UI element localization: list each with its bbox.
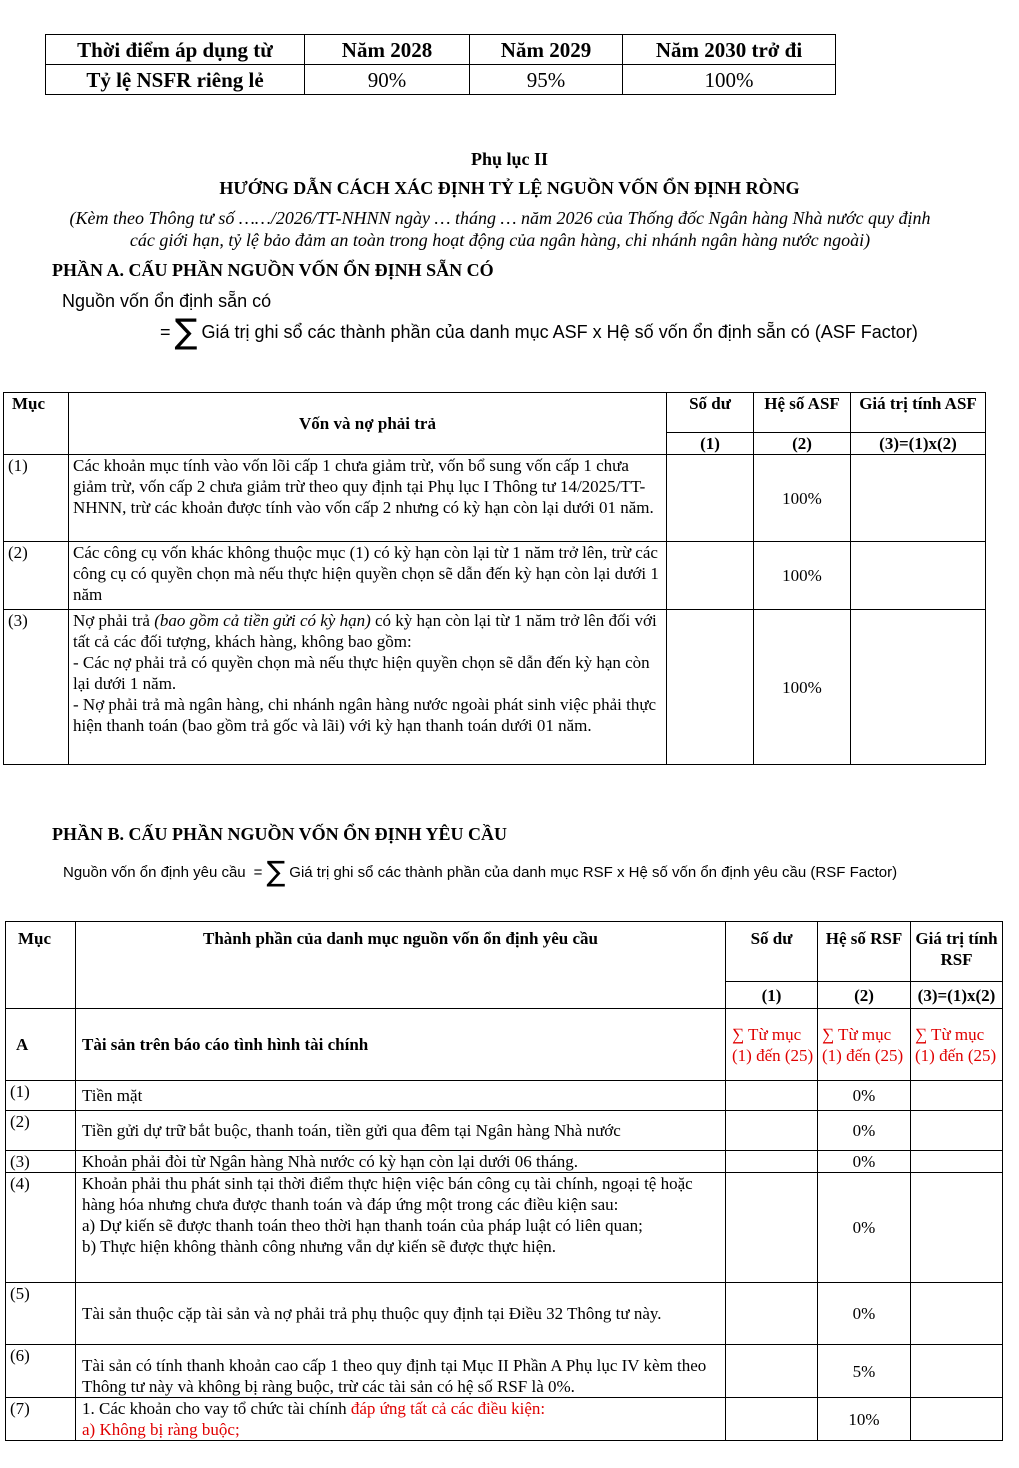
row-value [851,542,986,610]
table-row [4,610,986,765]
col-header-factor: Hệ số RSF [818,922,911,982]
row-text [76,1173,726,1283]
col-number: (2) [754,433,851,455]
row-text-highlight: đáp ứng tất cả các điều kiện: [350,1399,546,1418]
row-text: Tài sản trên báo cáo tình hình tài chính [76,1009,726,1081]
row-muc: (4) [6,1173,76,1283]
table-row [6,1283,1003,1345]
row-text-main: Khoản phải thu phát sinh tại thời điểm thực hiện việc bán công cụ tài chính, ngoại tệ hoặc hàng hóa nhưng chưa được thanh toán và đáp ứng một trong các điều kiện sau: [82,1174,693,1214]
col-header-value: Giá trị tính ASF [851,393,986,433]
col-header-value: Giá trị tính RSF [911,922,1003,982]
appendix-note-line: (Kèm theo Thông tư số ……/2026/TT-NHNN ngày … tháng … năm 2026 của Thống đốc Ngân hàng Nhà nước quy định [69,208,931,228]
row-factor: 10% [818,1398,911,1441]
row-text: Các công cụ vốn khác không thuộc mục (1) có kỳ hạn còn lại từ 1 năm trở lên, trừ các công cụ có quyền chọn mà nếu thực hiện quyền chọn sẽ dẫn đến kỳ hạn còn lại dưới 1 năm [69,542,667,610]
row-text: Khoản phải đòi từ Ngân hàng Nhà nước có kỳ hạn còn lại dưới 06 tháng. [76,1151,726,1173]
row-sub-item: b) Thực hiện không thành công nhưng vẫn dự kiến sẽ được thực hiện. [82,1237,556,1256]
row-balance [667,542,754,610]
appendix-title: HƯỚNG DẪN CÁCH XÁC ĐỊNH TỶ LỆ NGUỒN VỐN ỔN ĐỊNH RÒNG [219,178,800,198]
row-value [911,1111,1003,1151]
table-row [6,1173,1003,1283]
row-factor: 0% [818,1283,911,1345]
row-factor: 0% [818,1081,911,1111]
row-value [911,1283,1003,1345]
row-value [911,1345,1003,1398]
col-number: (3)=(1)x(2) [911,982,1003,1009]
row-balance [726,1111,818,1151]
row-balance [726,1173,818,1283]
col-number: (1) [726,982,818,1009]
col-number: (3)=(1)x(2) [851,433,986,455]
schedule-header-cell: Thời điểm áp dụng từ [46,35,305,65]
row-muc: (2) [6,1111,76,1151]
rsf-table [5,921,1003,1441]
schedule-value: 90% [305,65,470,95]
row-muc: (6) [6,1345,76,1398]
row-balance [726,1283,818,1345]
table-row [6,1081,1003,1111]
nsfr-schedule-table [45,34,836,95]
row-value [851,455,986,542]
row-balance [667,455,754,542]
row-value [911,1173,1003,1283]
row-muc: (2) [4,542,69,610]
row-value: ∑ Từ mục (1) đến (25) [911,1009,1003,1081]
col-header-item: Thành phần của danh mục nguồn vốn ổn định yêu cầu [76,922,726,1009]
row-balance [726,1151,818,1173]
rsf-formula-lhs: Nguồn vốn ổn định yêu cầu [63,863,246,881]
row-balance [726,1398,818,1441]
row-sub-item: a) Không bị ràng buộc; [82,1420,240,1439]
table-row [4,542,986,610]
col-header-balance: Số dư [667,393,754,433]
appendix-note-line: các giới hạn, tỷ lệ bảo đảm an toàn trong hoạt động của ngân hàng, chi nhánh ngân hàng nước ngoài) [129,230,871,250]
appendix-label: Phụ lục II [470,149,549,169]
asf-formula-rhs: Giá trị ghi sổ các thành phần của danh mục ASF x Hệ số vốn ổn định sẵn có (ASF Factor) [201,321,918,342]
table-row [6,1151,1003,1173]
equals-sign: = [160,321,171,342]
row-bullet: - Các nợ phải trả có quyền chọn mà nếu thực hiện quyền chọn sẽ dẫn đến kỳ hạn còn lại dưới 1 năm. [73,653,650,693]
row-text [69,610,667,765]
sigma-icon: ∑ [266,855,286,888]
schedule-header-cell: Năm 2028 [305,35,470,65]
row-text-part: Nợ phải trả [73,611,155,630]
col-header-balance: Số dư [726,922,818,982]
schedule-value: 95% [470,65,623,95]
row-value [911,1081,1003,1111]
row-muc: (1) [6,1081,76,1111]
row-text-part: có kỳ hạn còn lại từ 1 năm trở lên đối với tất cả các đối tượng, khách hàng, không bao gồm: [73,611,657,651]
row-sub-item: a) Dự kiến sẽ được thanh toán theo thời hạn thanh toán của pháp luật có liên quan; [82,1216,643,1235]
row-text: Tài sản thuộc cặp tài sản và nợ phải trả phụ thuộc quy định tại Điều 32 Thông tư này. [76,1283,726,1345]
sigma-icon: ∑ [174,312,198,352]
asf-formula-lhs: Nguồn vốn ổn định sẵn có [62,291,272,311]
row-value [911,1398,1003,1441]
row-value [851,610,986,765]
row-muc: (7) [6,1398,76,1441]
appendix-note [20,207,980,251]
table-row [4,455,986,542]
row-muc: A [6,1009,76,1081]
table-row [6,1009,1003,1081]
row-factor: ∑ Từ mục (1) đến (25) [818,1009,911,1081]
part-a-title: PHẦN A. CẤU PHẦN NGUỒN VỐN ỔN ĐỊNH SẴN CÓ [52,260,494,280]
row-factor: 100% [754,542,851,610]
equals-sign: = [253,863,263,881]
asf-formula [160,312,918,352]
row-text: Các khoản mục tính vào vốn lõi cấp 1 chưa giảm trừ, vốn bổ sung vốn cấp 1 chưa giảm trừ, vốn cấp 2 chưa giảm trừ theo quy định tại Phụ lục I Thông tư 14/2025/TT-NHNN, trừ các khoản được tính vào vốn cấp 2 nhưng có kỳ hạn còn lại dưới 01 năm. [69,455,667,542]
row-text: Tiền mặt [76,1081,726,1111]
col-number: (2) [818,982,911,1009]
rsf-formula-rhs: Giá trị ghi sổ các thành phần của danh mục RSF x Hệ số vốn ổn định yêu cầu (RSF Factor) [289,863,898,881]
row-balance: ∑ Từ mục (1) đến (25) [726,1009,818,1081]
table-row [6,1111,1003,1151]
row-factor: 0% [818,1173,911,1283]
row-muc: (5) [6,1283,76,1345]
row-muc: (3) [4,610,69,765]
row-text-part: 1. Các khoản cho vay tổ chức tài chính [82,1399,351,1418]
table-row [6,1345,1003,1398]
schedule-header-cell: Năm 2030 trở đi [623,35,836,65]
col-header-item: Vốn và nợ phải trả [69,393,667,455]
row-text [76,1398,726,1441]
schedule-header-cell: Năm 2029 [470,35,623,65]
asf-table [3,392,986,765]
row-balance [726,1081,818,1111]
row-bullet: - Nợ phải trả mà ngân hàng, chi nhánh ngân hàng nước ngoài phát sinh việc phải thực hiện thanh toán (bao gồm trả gốc và lãi) với kỳ hạn thanh toán dưới 01 năm. [73,695,657,735]
row-balance [667,610,754,765]
col-header-factor: Hệ số ASF [754,393,851,433]
schedule-row-label: Tỷ lệ NSFR riêng lẻ [46,65,305,95]
part-b-title: PHẦN B. CẤU PHẦN NGUỒN VỐN ỔN ĐỊNH YÊU CẦU [52,824,508,844]
table-row [6,1398,1003,1441]
col-header-muc: Mục [6,922,76,1009]
row-balance [726,1345,818,1398]
rsf-formula [63,857,897,887]
row-text: Tài sản có tính thanh khoản cao cấp 1 theo quy định tại Mục II Phần A Phụ lục IV kèm theo Thông tư này và không bị ràng buộc, trừ các tài sản có hệ số RSF là 0%. [76,1345,726,1398]
col-header-muc: Mục [4,393,69,455]
row-factor: 100% [754,610,851,765]
row-factor: 100% [754,455,851,542]
col-number: (1) [667,433,754,455]
row-value [911,1151,1003,1173]
row-muc: (1) [4,455,69,542]
row-muc: (3) [6,1151,76,1173]
row-factor: 0% [818,1111,911,1151]
schedule-value: 100% [623,65,836,95]
row-text-italic: (bao gồm cả tiền gửi có kỳ hạn) [154,611,371,630]
row-factor: 5% [818,1345,911,1398]
row-text: Tiền gửi dự trữ bắt buộc, thanh toán, tiền gửi qua đêm tại Ngân hàng Nhà nước [76,1111,726,1151]
row-factor: 0% [818,1151,911,1173]
